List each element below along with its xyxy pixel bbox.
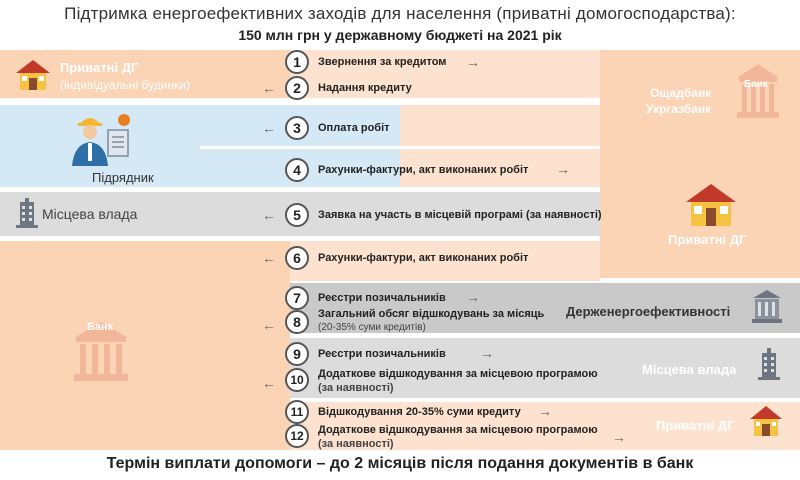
arrow-right-icon: → — [480, 345, 494, 361]
party-private-hh-sub: (індивідуальні будинки) — [60, 78, 190, 92]
step-label: Додаткове відшкодування за місцевою програмою — [318, 424, 598, 436]
step-label: Відшкодування 20-35% суми кредиту — [318, 406, 521, 418]
party-local-gov-bottom: Місцева влада — [642, 362, 737, 377]
step-number: 10 — [285, 368, 309, 392]
bank-icon — [735, 62, 781, 127]
arrow-left-icon: ← — [262, 207, 276, 223]
party-private-hh-bottom: Приватні ДГ — [656, 418, 735, 433]
step-note: (20-35% суми кредитів) — [318, 322, 426, 333]
step-label: Додаткове відшкодування за місцевою програмою — [318, 368, 598, 380]
step-label: Звернення за кредитом — [318, 56, 447, 68]
step-label: Оплата робіт — [318, 122, 390, 134]
separator — [290, 236, 600, 239]
step-number: 1 — [285, 50, 309, 74]
step-note: (за наявності) — [318, 438, 394, 450]
separator — [290, 100, 600, 103]
step-number: 2 — [285, 76, 309, 100]
band-bank-bottom — [0, 241, 290, 450]
step-number: 7 — [285, 286, 309, 310]
separator — [200, 146, 600, 149]
step-label: Заявка на участь в місцевій програмі (за наявності) — [318, 209, 602, 221]
party-state-agency: Держенергоефективності — [566, 304, 731, 319]
party-bank-names-line1: Ощадбанк — [650, 86, 712, 100]
footer-note: Термін виплати допомоги – до 2 місяців після подання документів в банк — [106, 455, 694, 472]
government-building-icon — [752, 290, 782, 329]
party-private-hh-mid: Приватні ДГ — [668, 232, 747, 247]
diagram-title: Підтримка енергоефективних заходів для населення (приватні домогосподарства): — [64, 4, 736, 23]
house-icon — [14, 58, 52, 97]
government-building-icon — [758, 348, 780, 385]
arrow-left-icon: ← — [262, 120, 276, 136]
step-number: 9 — [285, 342, 309, 366]
arrow-left-icon: ← — [262, 250, 276, 266]
step-number: 11 — [285, 400, 309, 424]
step-number: 6 — [285, 246, 309, 270]
arrow-right-icon: → — [466, 54, 480, 70]
arrow-right-icon: → — [538, 403, 552, 419]
step-number: 12 — [285, 424, 309, 448]
party-contractor: Підрядник — [92, 170, 154, 185]
government-building-icon — [16, 198, 38, 233]
step-label: Рахунки-фактури, акт виконаних робіт — [318, 252, 529, 264]
step-label: Рахунки-фактури, акт виконаних робіт — [318, 164, 529, 176]
step-label: Загальний обсяг відшкодувань за місяць — [318, 308, 545, 320]
step-number: 4 — [285, 158, 309, 182]
bank-sign-top: Банк — [744, 79, 768, 90]
step-label: Надання кредиту — [318, 82, 412, 94]
arrow-left-icon: ← — [262, 375, 276, 391]
party-private-hh: Приватні ДГ — [60, 60, 139, 75]
step-label: Реєстри позичальників — [318, 348, 446, 360]
step-number: 3 — [285, 116, 309, 140]
diagram-subtitle: 150 млн грн у державному бюджеті на 2021 рік — [238, 27, 562, 43]
party-bank-names-line2: Укргазбанк — [646, 102, 712, 116]
arrow-right-icon: → — [466, 289, 480, 305]
arrow-right-icon: → — [612, 429, 626, 445]
house-icon — [684, 182, 738, 233]
arrow-right-icon: → — [556, 161, 570, 177]
step-number: 8 — [285, 310, 309, 334]
party-bank: Банк — [87, 321, 114, 333]
party-local-gov: Місцева влада — [42, 206, 138, 222]
house-icon — [748, 404, 784, 443]
step-number: 5 — [285, 203, 309, 227]
arrow-left-icon: ← — [262, 80, 276, 96]
step-note: (за наявності) — [318, 382, 394, 394]
contractor-icon — [68, 110, 134, 173]
step-label: Реєстри позичальників — [318, 292, 446, 304]
arrow-left-icon: ← — [262, 317, 276, 333]
